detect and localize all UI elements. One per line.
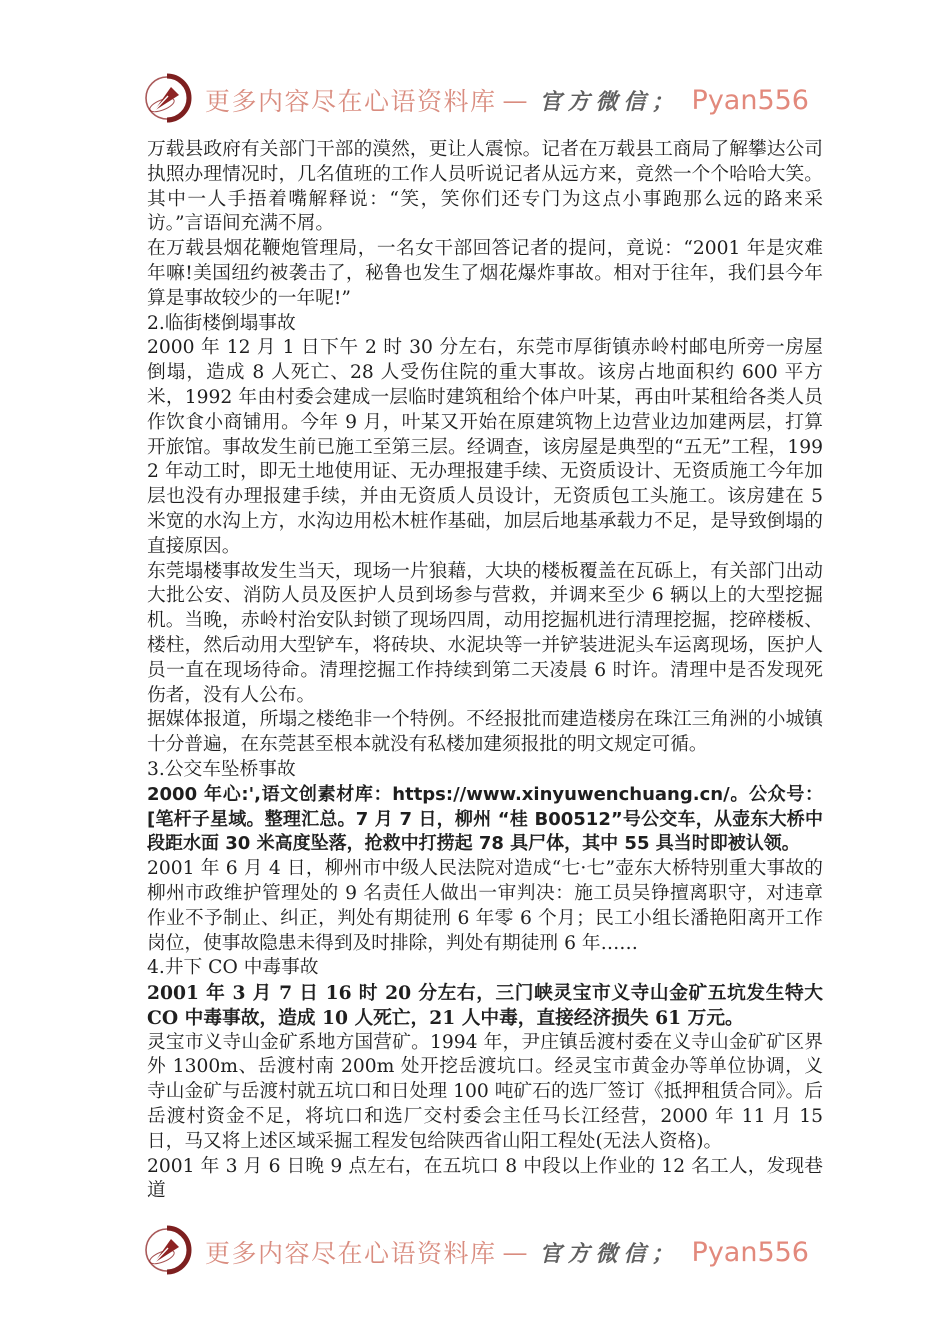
watermark-header [0, 0, 950, 128]
section-heading-bus-bridge: 3.公交车坠桥事故 [147, 758, 296, 780]
watermark-wechat-id: Pyan556 [691, 84, 809, 116]
pen-circle-logo-icon [141, 1224, 193, 1280]
paragraph-media-report: 据媒体报道，所塌之楼绝非一个特例。不经报批而建造楼房在珠江三角洲的小城镇十分普遍，在东莞甚至根本就没有私楼加建须报批的明文规定可循。 [147, 709, 823, 756]
paragraph-wanzai-officials: 万载县政府有关部门干部的漠然，更让人震惊。记者在万载县工商局了解攀达公司执照办理情况时，几名值班的工作人员听说记者从远方来，竟然一个个哈哈大笑。其中一人手捂着嘴解释说：“笑，笑你们还专门为这点小事跑那么远的路来采访。”言语间充满不屑。 [147, 139, 823, 235]
watermark-brand-text: 更多内容尽在心语资料库 [205, 1239, 497, 1269]
watermark-dash: — [502, 1237, 528, 1267]
watermark-brand-text: 更多内容尽在心语资料库 [205, 87, 497, 116]
paragraph-goldmine-background: 灵宝市义寺山金矿系地方国营矿。1994 年，尹庄镇岳渡村委在义寺山金矿矿区界外 1300m、岳渡村南 200m 处开挖岳渡坑口。经灵宝市黄金办等单位协调，义寺山金矿与岳渡村就五坑口和日处理 100 吨矿石的选厂签订《抵押租赁合同》。后岳渡村资金不足，将坑口和选厂交村委会主任马长江经营，2000 年 11 月 15 日，马又将上述区域采掘工程发包给陕西省山阳工程处(无法人资格)。 [147, 1031, 823, 1152]
paragraph-dongguan-collapse-detail: 2000 年 12 月 1 日下午 2 时 30 分左右，东莞市厚街镇赤岭村邮电所旁一房屋倒塌，造成 8 人死亡、28 人受伤住院的重大事故。该房占地面积约 600 平方米，1992 年由村委会建成一层临时建筑租给个体户叶某，再由叶某租给各类人员作饮食小商铺用。今年 9 月，叶某又开始在原建筑物上边营业边加建两层，打算开旅馆。事故发生前已施工至第三层。经调查，该房屋是典型的“五无”工程，1992 年动工时，即无土地使用证、无办理报建手续、无资质设计、无资质施工今年加层也没有办理报建手续，并由无资质人员设计，无资质包工头施工。该房建在 5 米宽的水沟上方，水沟边用松木桩作基础，加层后地基承载力不足，是导致倒塌的直接原因。 [147, 337, 823, 557]
watermark-wechat-id: Pyan556 [691, 1236, 809, 1268]
watermark-wechat-label: 官方微信； [539, 1240, 680, 1267]
paragraph-fireworks-bureau: 在万载县烟花鞭炮管理局，一名女干部回答记者的提问，竟说：“2001 年是灾难年嘛!美国纽约被袭击了，秘鲁也发生了烟花爆炸事故。相对于往年，我们县今年算是事故较少的一年呢!” [147, 238, 823, 309]
paragraph-source-attribution-bus-accident: 2000 年心:',语文创素材库：https://www.xinyuwenchuang.cn/。公众号：[笔杆子星域。整理汇总。7 月 7 日，柳州 “桂 B00512”号公交车，从壶东大桥中段距水面 30 米高度坠落，抢救中打捞起 78 具尸体，其中 55 具当时即被认领。 [147, 783, 823, 855]
paragraph-co-accident-summary: 2001 年 3 月 7 日 16 时 20 分左右，三门峡灵宝市义寺山金矿五坑发生特大 CO 中毒事故，造成 10 人死亡，21 人中毒，直接经济损失 61 万元。 [147, 982, 823, 1029]
paragraph-liuzhou-court-verdict: 2001 年 6 月 4 日，柳州市中级人民法院对造成“七·七”壶东大桥特别重大事故的柳州市政维护管理处的 9 名责任人做出一审判决：施工员吴铮擅离职守，对违章作业不予制止、纠正，判处有期徒刑 6 年零 6 个月；民工小组长潘艳阳离开工作岗位，使事故隐患未得到及时排除，判处有期徒刑 6 年…… [147, 858, 823, 954]
paragraph-rescue-scene: 东莞塌楼事故发生当天，现场一片狼藉，大块的楼板覆盖在瓦砾上，有关部门出动大批公安、消防人员及医护人员到场参与营救，并调来至少 6 辆以上的大型挖掘机。当晚，赤岭村治安队封锁了现场四周，动用挖掘机进行清理挖掘，挖碎楼板、楼柱，然后动用大型铲车，将砖块、水泥块等一并铲装进泥头车运离现场，医护人员一直在现场待命。清理挖掘工作持续到第二天凌晨 6 时许。清理中是否发现死伤者，没有人公布。 [147, 560, 823, 706]
watermark-footer [0, 1224, 950, 1280]
watermark-dash: — [502, 85, 528, 115]
document-body [147, 138, 823, 1204]
section-heading-building-collapse: 2.临街楼倒塌事故 [147, 312, 296, 334]
section-heading-co-poisoning: 4.井下 CO 中毒事故 [147, 957, 319, 979]
pen-circle-logo-icon [141, 72, 193, 128]
watermark-wechat-label: 官方微信； [539, 88, 680, 115]
paragraph-workers-discover: 2001 年 3 月 6 日晚 9 点左右，在五坑口 8 中段以上作业的 12 名工人，发现巷道 [147, 1155, 823, 1202]
